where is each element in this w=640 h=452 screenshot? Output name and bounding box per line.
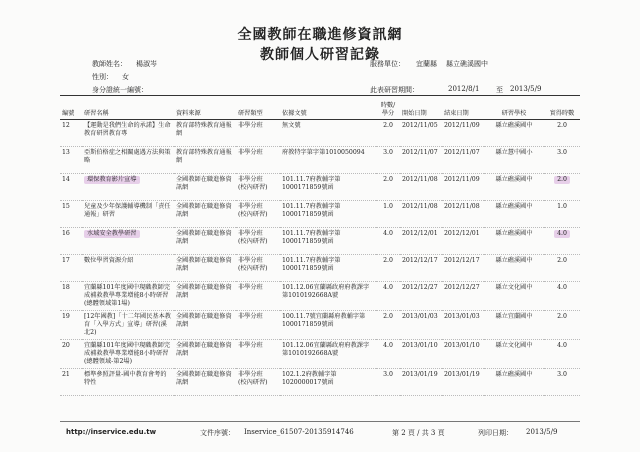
gender-value: 女 — [122, 73, 129, 81]
row-name-text: 兒童及少年保護輔導機制「責任通報」研習 — [84, 203, 171, 218]
page-title: 全國教師在職進修資訊網 — [237, 27, 403, 43]
row-hours-text: 4.0 — [383, 284, 393, 291]
col-no: 編號 — [60, 97, 82, 120]
teacher-name: 楊淑岑 — [136, 60, 157, 68]
row-no — [60, 340, 82, 369]
row-name — [82, 147, 174, 174]
print-label: 列印日期： — [478, 429, 513, 437]
row-source-text: 教育部特殊教育通報網 — [176, 149, 232, 164]
row-got-text: 2.0 — [554, 176, 570, 184]
table-row — [60, 201, 580, 228]
table-row — [60, 369, 580, 396]
row-start-text: 2012/12/01 — [402, 230, 438, 237]
row-type-text: 非學分班 (校內研習) — [238, 257, 268, 272]
row-type-text: 非學分班 — [238, 149, 263, 156]
row-source-text: 全國教師在職進修資訊網 — [176, 257, 232, 272]
row-hours — [376, 311, 400, 340]
row-name — [82, 120, 174, 147]
row-school — [484, 147, 544, 174]
row-end-text: 2012/11/09 — [444, 122, 480, 129]
row-no-text: 18 — [62, 284, 70, 291]
row-source-text: 全國教師在職進修資訊網 — [176, 313, 232, 328]
row-end — [442, 201, 484, 228]
row-end — [442, 147, 484, 174]
row-hours — [376, 120, 400, 147]
row-no — [60, 311, 82, 340]
row-school — [484, 311, 544, 340]
row-school-text: 縣立礁溪國中 — [495, 203, 533, 210]
row-no-text: 14 — [62, 176, 70, 183]
row-doc-text: 無文號 — [282, 122, 301, 129]
row-end-text: 2012/11/09 — [444, 176, 480, 183]
row-name — [82, 369, 174, 396]
row-doc — [280, 311, 376, 340]
row-hours — [376, 369, 400, 396]
row-hours — [376, 282, 400, 311]
row-name-text: 亞斯伯格症之相關處遇方法與策略 — [84, 149, 171, 164]
row-end-text: 2013/01/10 — [444, 342, 480, 349]
row-school-text: 縣立礁溪國中 — [495, 257, 533, 264]
table-row — [60, 174, 580, 201]
row-type — [236, 201, 280, 228]
row-type-text: 非學分班 (校內研習) — [238, 176, 268, 191]
table-row — [60, 282, 580, 311]
row-hours — [376, 255, 400, 282]
unit-school: 縣立礁溪國中 — [446, 60, 488, 68]
row-start — [400, 120, 442, 147]
serial-label: 文件序號： — [200, 429, 235, 437]
row-hours — [376, 147, 400, 174]
row-school-text: 縣立慧中國小 — [495, 149, 533, 156]
row-no-text: 16 — [62, 230, 70, 237]
row-name-text: 標準參照評量-國中教育會考的特性 — [84, 371, 167, 386]
row-source — [174, 174, 236, 201]
row-no-text: 12 — [62, 122, 70, 129]
row-end-text: 2012/11/07 — [444, 149, 480, 156]
row-got — [544, 311, 580, 340]
row-type-text: 非學分班 — [238, 284, 263, 291]
row-got-text: 3.0 — [557, 149, 567, 156]
row-doc — [280, 174, 376, 201]
row-source — [174, 255, 236, 282]
row-school-text: 縣立礁溪國中 — [495, 122, 533, 129]
row-doc-text: 102.1.2府教輔字第1020000017號函 — [282, 371, 337, 386]
col-source: 資料來源 — [174, 97, 236, 120]
period-to: 至 — [496, 86, 503, 94]
row-start-text: 2012/12/27 — [402, 284, 438, 291]
row-doc — [280, 282, 376, 311]
row-name — [82, 174, 174, 201]
row-no — [60, 255, 82, 282]
row-no — [60, 174, 82, 201]
row-doc — [280, 255, 376, 282]
row-doc-text: 100.11.7號宜蘭縣府教輔字第1000171859號函 — [282, 313, 366, 328]
row-source — [174, 340, 236, 369]
row-school-text: 縣立礁溪國中 — [495, 176, 533, 183]
row-no-text: 21 — [62, 371, 70, 378]
gender-label: 性別： — [92, 73, 113, 81]
row-type — [236, 255, 280, 282]
row-doc — [280, 369, 376, 396]
row-name — [82, 311, 174, 340]
row-got-text: 2.0 — [557, 313, 567, 320]
table-row — [60, 147, 580, 174]
table-header-row — [60, 97, 580, 120]
period-label: 此表研習期間： — [370, 86, 419, 94]
table-top-rule — [60, 95, 580, 96]
row-doc-text: 府教特字第字第1010050094 — [282, 149, 365, 156]
row-no — [60, 282, 82, 311]
col-hours: 時數/學分 — [376, 97, 400, 120]
row-got — [544, 174, 580, 201]
row-end — [442, 120, 484, 147]
row-hours — [376, 228, 400, 255]
row-school — [484, 282, 544, 311]
row-start — [400, 147, 442, 174]
row-doc-text: 101.11.7府教輔字第1000171859號函 — [282, 176, 341, 191]
row-end — [442, 369, 484, 396]
col-type: 研習類型 — [236, 97, 280, 120]
row-name — [82, 201, 174, 228]
row-school-text: 縣立文化國中 — [495, 342, 533, 349]
row-got-text: 2.0 — [557, 122, 567, 129]
row-start-text: 2013/01/10 — [402, 342, 438, 349]
row-hours-text: 2.0 — [383, 313, 393, 320]
row-got-text: 4.0 — [557, 342, 567, 349]
row-got-text: 2.0 — [557, 257, 567, 264]
col-start: 開始日期 — [400, 97, 442, 120]
row-source-text: 教育部特殊教育通報網 — [176, 122, 232, 137]
row-school-text: 縣立礁溪國中 — [495, 371, 533, 378]
row-no-text: 17 — [62, 257, 70, 264]
row-school-text: 縣立礁溪國中 — [495, 230, 533, 237]
row-hours-text: 3.0 — [383, 371, 393, 378]
row-got — [544, 228, 580, 255]
row-start — [400, 228, 442, 255]
row-start — [400, 340, 442, 369]
col-got: 實得時數 — [544, 97, 580, 120]
row-got-text: 4.0 — [554, 230, 570, 238]
row-name-text: 宜蘭縣101年度國中現職教師完成補救教學專業增能8小時研習(總體領域-第2場) — [84, 342, 171, 365]
row-school-text: 縣立文化國中 — [495, 284, 533, 291]
table-row — [60, 311, 580, 340]
row-got — [544, 120, 580, 147]
row-type — [236, 282, 280, 311]
row-school — [484, 340, 544, 369]
row-no — [60, 369, 82, 396]
row-school — [484, 120, 544, 147]
row-source-text: 全國教師在職進修資訊網 — [176, 176, 232, 191]
page-subtitle: 教師個人研習記錄 — [260, 47, 380, 63]
row-school — [484, 255, 544, 282]
row-name-text: 水域安全教學研習 — [84, 230, 140, 238]
row-no — [60, 120, 82, 147]
table-bottom-rule — [60, 421, 580, 422]
row-start-text: 2012/11/08 — [402, 203, 438, 210]
serial-value: Inservice_61507-20135914746 — [244, 428, 354, 436]
row-type — [236, 147, 280, 174]
row-source-text: 全國教師在職進修資訊網 — [176, 342, 232, 357]
row-type — [236, 369, 280, 396]
row-hours-text: 2.0 — [383, 122, 393, 129]
row-source — [174, 147, 236, 174]
row-start — [400, 201, 442, 228]
row-start — [400, 174, 442, 201]
row-doc-text: 101.12.06宜蘭縣政府府教課字第1010192668A號 — [282, 342, 370, 357]
row-source — [174, 120, 236, 147]
row-start-text: 2013/01/19 — [402, 371, 438, 378]
row-type — [236, 228, 280, 255]
row-start — [400, 282, 442, 311]
row-start-text: 2012/12/17 — [402, 257, 438, 264]
row-type — [236, 174, 280, 201]
row-name-text: [12年國教]「十二年國民基本教育「入學方式」宣導」研習(溪北2) — [84, 313, 171, 336]
row-source — [174, 311, 236, 340]
row-start-text: 2012/11/07 — [402, 149, 438, 156]
row-end — [442, 174, 484, 201]
row-end — [442, 228, 484, 255]
row-type-text: 非學分班 — [238, 313, 263, 320]
print-date: 2013/5/9 — [526, 428, 558, 436]
row-name-text: 宜蘭縣101年度國中現職教師完成補救教學專業增能8小時研習(總體領域第1場) — [84, 284, 171, 307]
row-end-text: 2012/12/27 — [444, 284, 480, 291]
table-row — [60, 120, 580, 147]
footer-url[interactable]: http://inservice.edu.tw — [66, 428, 157, 436]
row-source-text: 全國教師在職進修資訊網 — [176, 284, 232, 299]
row-name-text: 環保教育影片宣導 — [84, 176, 140, 184]
row-got — [544, 201, 580, 228]
row-type-text: 非學分班 (校內研習) — [238, 230, 268, 245]
teacher-label: 教師姓名： — [92, 60, 127, 68]
row-school — [484, 369, 544, 396]
row-source — [174, 201, 236, 228]
row-start — [400, 311, 442, 340]
row-type-text: 非學分班 (校內研習) — [238, 203, 268, 218]
row-doc — [280, 340, 376, 369]
row-source — [174, 282, 236, 311]
row-end-text: 2013/01/19 — [444, 371, 480, 378]
row-start — [400, 255, 442, 282]
records-table — [60, 97, 580, 396]
row-school — [484, 174, 544, 201]
row-source-text: 全國教師在職進修資訊網 — [176, 203, 232, 218]
col-name: 研習名稱 — [82, 97, 174, 120]
row-no-text: 13 — [62, 149, 70, 156]
row-type — [236, 340, 280, 369]
row-source-text: 全國教師在職進修資訊網 — [176, 371, 232, 386]
row-type — [236, 120, 280, 147]
row-type — [236, 311, 280, 340]
row-got — [544, 369, 580, 396]
row-end — [442, 255, 484, 282]
row-hours-text: 4.0 — [383, 230, 393, 237]
row-source — [174, 228, 236, 255]
id-label: 身分證統一編號： — [92, 86, 148, 94]
row-name — [82, 228, 174, 255]
unit-county: 宜蘭縣 — [416, 60, 437, 68]
row-name — [82, 282, 174, 311]
row-school — [484, 201, 544, 228]
row-type-text: 非學分班 — [238, 342, 263, 349]
page-indicator: 第 2 頁 / 共 3 頁 — [392, 429, 445, 437]
table-row — [60, 340, 580, 369]
row-source — [174, 369, 236, 396]
row-end-text: 2012/12/01 — [444, 230, 480, 237]
unit-label: 服務單位： — [370, 60, 405, 68]
row-school-text: 縣立宜蘭國中 — [495, 313, 533, 320]
row-doc — [280, 120, 376, 147]
period-start: 2012/8/1 — [448, 85, 480, 93]
row-end-text: 2012/11/08 — [444, 203, 480, 210]
row-got — [544, 282, 580, 311]
row-hours-text: 2.0 — [383, 176, 393, 183]
row-end — [442, 282, 484, 311]
row-start-text: 2012/11/08 — [402, 176, 438, 183]
col-doc: 依據文號 — [280, 97, 376, 120]
row-hours — [376, 174, 400, 201]
row-hours-text: 4.0 — [383, 342, 393, 349]
row-start — [400, 369, 442, 396]
table-row — [60, 255, 580, 282]
row-name — [82, 340, 174, 369]
row-name-text: 數位學習資源介紹 — [84, 257, 134, 264]
row-start-text: 2013/01/03 — [402, 313, 438, 320]
row-hours-text: 2.0 — [383, 257, 393, 264]
row-got — [544, 147, 580, 174]
row-no — [60, 228, 82, 255]
period-end: 2013/5/9 — [510, 85, 542, 93]
row-no — [60, 201, 82, 228]
row-hours-text: 3.0 — [383, 149, 393, 156]
row-doc — [280, 228, 376, 255]
row-doc — [280, 201, 376, 228]
col-end: 結束日期 — [442, 97, 484, 120]
row-no-text: 19 — [62, 313, 70, 320]
row-name — [82, 255, 174, 282]
row-got-text: 3.0 — [557, 371, 567, 378]
row-doc — [280, 147, 376, 174]
row-got — [544, 255, 580, 282]
row-hours — [376, 201, 400, 228]
row-hours-text: 1.0 — [383, 203, 393, 210]
row-end — [442, 340, 484, 369]
row-got-text: 1.0 — [557, 203, 567, 210]
row-end-text: 2012/12/17 — [444, 257, 480, 264]
row-school — [484, 228, 544, 255]
row-type-text: 非學分班 (校內研習) — [238, 371, 268, 386]
row-no — [60, 147, 82, 174]
row-end — [442, 311, 484, 340]
table-row — [60, 228, 580, 255]
row-doc-text: 101.11.7府教輔字第1000171859號函 — [282, 257, 341, 272]
row-hours — [376, 340, 400, 369]
col-school: 研習學校 — [484, 97, 544, 120]
row-type-text: 非學分班 — [238, 122, 263, 129]
row-doc-text: 101.11.7府教輔字第1000171859號函 — [282, 203, 341, 218]
row-source-text: 全國教師在職進修資訊網 — [176, 230, 232, 245]
row-no-text: 15 — [62, 203, 70, 210]
row-end-text: 2013/01/03 — [444, 313, 480, 320]
row-start-text: 2012/11/05 — [402, 122, 438, 129]
row-got — [544, 340, 580, 369]
row-name-text: 【運動是我們生命的承諾】生命教育研習教育專 — [84, 122, 171, 137]
row-doc-text: 101.12.06宜蘭縣政府府教課字第1010192668A號 — [282, 284, 370, 299]
row-got-text: 4.0 — [557, 284, 567, 291]
row-doc-text: 101.11.7府教輔字第1000171859號函 — [282, 230, 341, 245]
row-no-text: 20 — [62, 342, 70, 349]
